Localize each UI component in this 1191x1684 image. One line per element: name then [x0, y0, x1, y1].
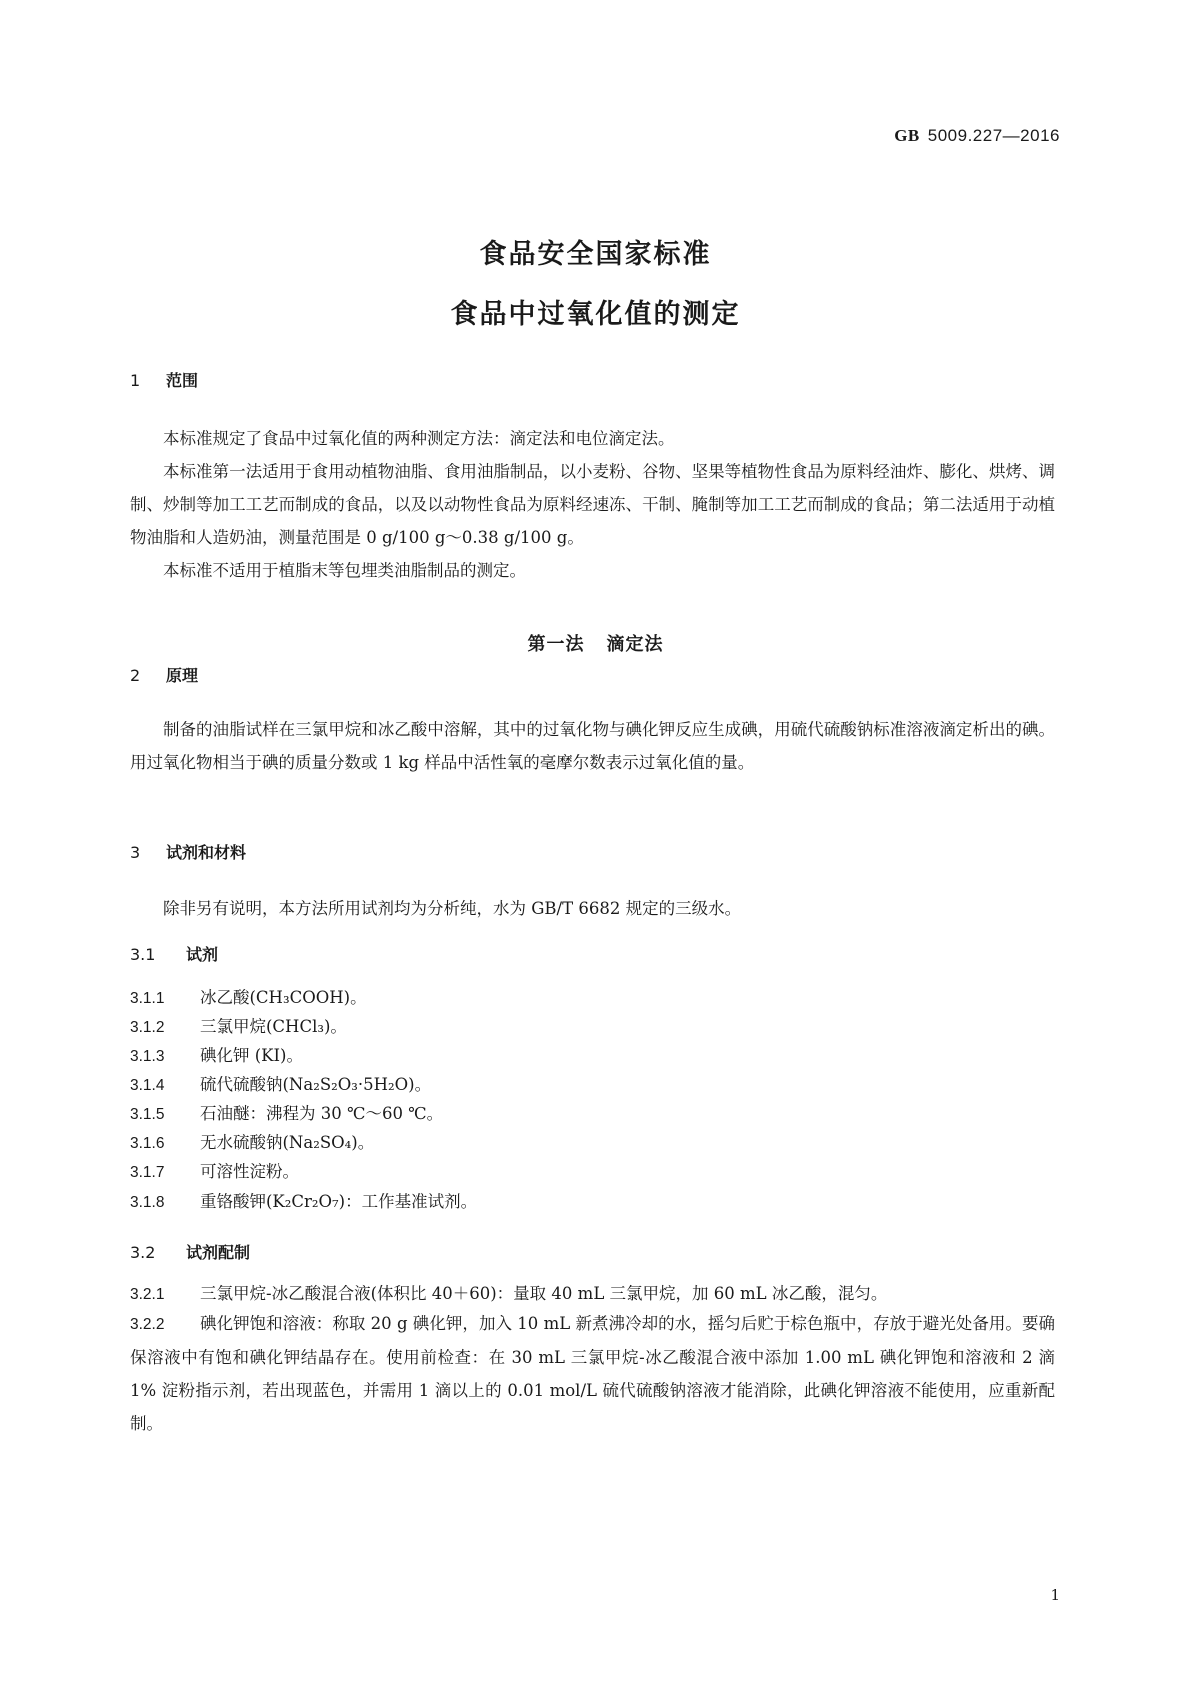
document-title-line2: 食品中过氧化值的测定 [450, 299, 741, 330]
item-text: 重铬酸钾(K₂Cr₂O₇)：工作基准试剂。 [200, 1192, 478, 1211]
section-heading-scope [130, 368, 198, 391]
standard-code [894, 126, 1060, 146]
method-title [0, 630, 1191, 656]
principle-paragraph: 制备的油脂试样在三氯甲烷和冰乙酸中溶解，其中的过氧化物与碘化钾反应生成碘，用硫代硫酸钠标准溶液滴定析出的碘。用过氧化物相当于碘的质量分数或 1 kg 样品中活性氧的毫摩尔数表示过氧化值的量。 [130, 720, 1055, 772]
scope-paragraph-1: 本标准规定了食品中过氧化值的两种测定方法：滴定法和电位滴定法。 [163, 429, 675, 448]
section-title: 原理 [166, 666, 199, 685]
section-number: 3.2 [130, 1243, 156, 1262]
method-label: 第一法 [527, 634, 585, 655]
standard-number: 5009.227—2016 [927, 126, 1060, 145]
item-text: 碘化钾饱和溶液：称取 20 g 碘化钾，加入 10 mL 新煮沸冷却的水，摇匀后贮于棕色瓶中，存放于避光处备用。要确保溶液中有饱和碘化钾结晶存在。使用前检查：在 30 mL 三氯甲烷-冰乙酸混合液中添加 1.00 mL 碘化钾饱和溶液和 2 滴 1% 淀粉指示剂，若出现蓝色，并需用 1 滴以上的 0.01 mol/L 硫代硫酸钠溶液才能消除，此碘化钾溶液不能使用，应重新配制。 [130, 1314, 1055, 1433]
section-number: 3 [130, 843, 141, 862]
section-number: 1 [130, 371, 141, 390]
section-heading-principle [130, 663, 198, 686]
item-text: 硫代硫酸钠(Na₂S₂O₃·5H₂O)。 [200, 1075, 432, 1094]
section-title: 范围 [166, 371, 199, 390]
reagent-item [130, 1185, 1055, 1219]
section-title: 试剂和材料 [166, 843, 247, 862]
item-text: 三氯甲烷(CHCl₃)。 [200, 1017, 347, 1036]
item-number: 3.1.6 [130, 1135, 165, 1152]
section-number: 2 [130, 666, 141, 685]
section-heading-reagents [130, 942, 218, 965]
item-number: 3.2.1 [130, 1286, 165, 1303]
item-text: 无水硫酸钠(Na₂SO₄)。 [200, 1133, 375, 1152]
preparation-item [130, 1307, 1055, 1440]
item-text: 石油醚：沸程为 30 ℃～60 ℃。 [200, 1104, 444, 1123]
item-number: 3.1.3 [130, 1048, 165, 1065]
item-number: 3.1.8 [130, 1194, 165, 1211]
item-number: 3.1.4 [130, 1077, 165, 1094]
section-title: 试剂 [186, 945, 219, 964]
section-heading-reagent-preparation [130, 1240, 250, 1263]
item-text: 冰乙酸(CH₃COOH)。 [200, 988, 367, 1007]
item-number: 3.2.2 [130, 1316, 165, 1333]
section-title: 试剂配制 [186, 1243, 251, 1262]
document-title-line1: 食品安全国家标准 [479, 239, 712, 270]
method-name: 滴定法 [606, 634, 664, 655]
page-number: 1 [1050, 1586, 1060, 1604]
item-number: 3.1.5 [130, 1106, 165, 1123]
reagents-intro-paragraph: 除非另有说明，本方法所用试剂均为分析纯，水为 GB/T 6682 规定的三级水。 [163, 899, 742, 918]
item-number: 3.1.1 [130, 990, 165, 1007]
item-text: 三氯甲烷-冰乙酸混合液(体积比 40＋60)：量取 40 mL 三氯甲烷，加 60 mL 冰乙酸，混匀。 [200, 1284, 888, 1303]
section-heading-reagents-materials [130, 840, 246, 863]
item-text: 可溶性淀粉。 [200, 1162, 299, 1181]
scope-paragraph-3: 本标准不适用于植脂末等包埋类油脂制品的测定。 [163, 561, 526, 580]
scope-paragraph-2: 本标准第一法适用于食用动植物油脂、食用油脂制品，以小麦粉、谷物、坚果等植物性食品为原料经油炸、膨化、烘烤、调制、炒制等加工工艺而制成的食品，以及以动物性食品为原料经速冻、干制、腌制等加工工艺而制成的食品；第二法适用于动植物油脂和人造奶油，测量范围是 0 g/100 g～0.38 g/100 g。 [130, 462, 1055, 547]
standard-prefix: GB [894, 126, 920, 145]
item-number: 3.1.2 [130, 1019, 165, 1036]
item-text: 碘化钾 (KI)。 [200, 1046, 303, 1065]
preparation-item [130, 1277, 1055, 1311]
item-number: 3.1.7 [130, 1164, 165, 1181]
section-number: 3.1 [130, 945, 156, 964]
reagent-item [130, 1155, 1055, 1189]
